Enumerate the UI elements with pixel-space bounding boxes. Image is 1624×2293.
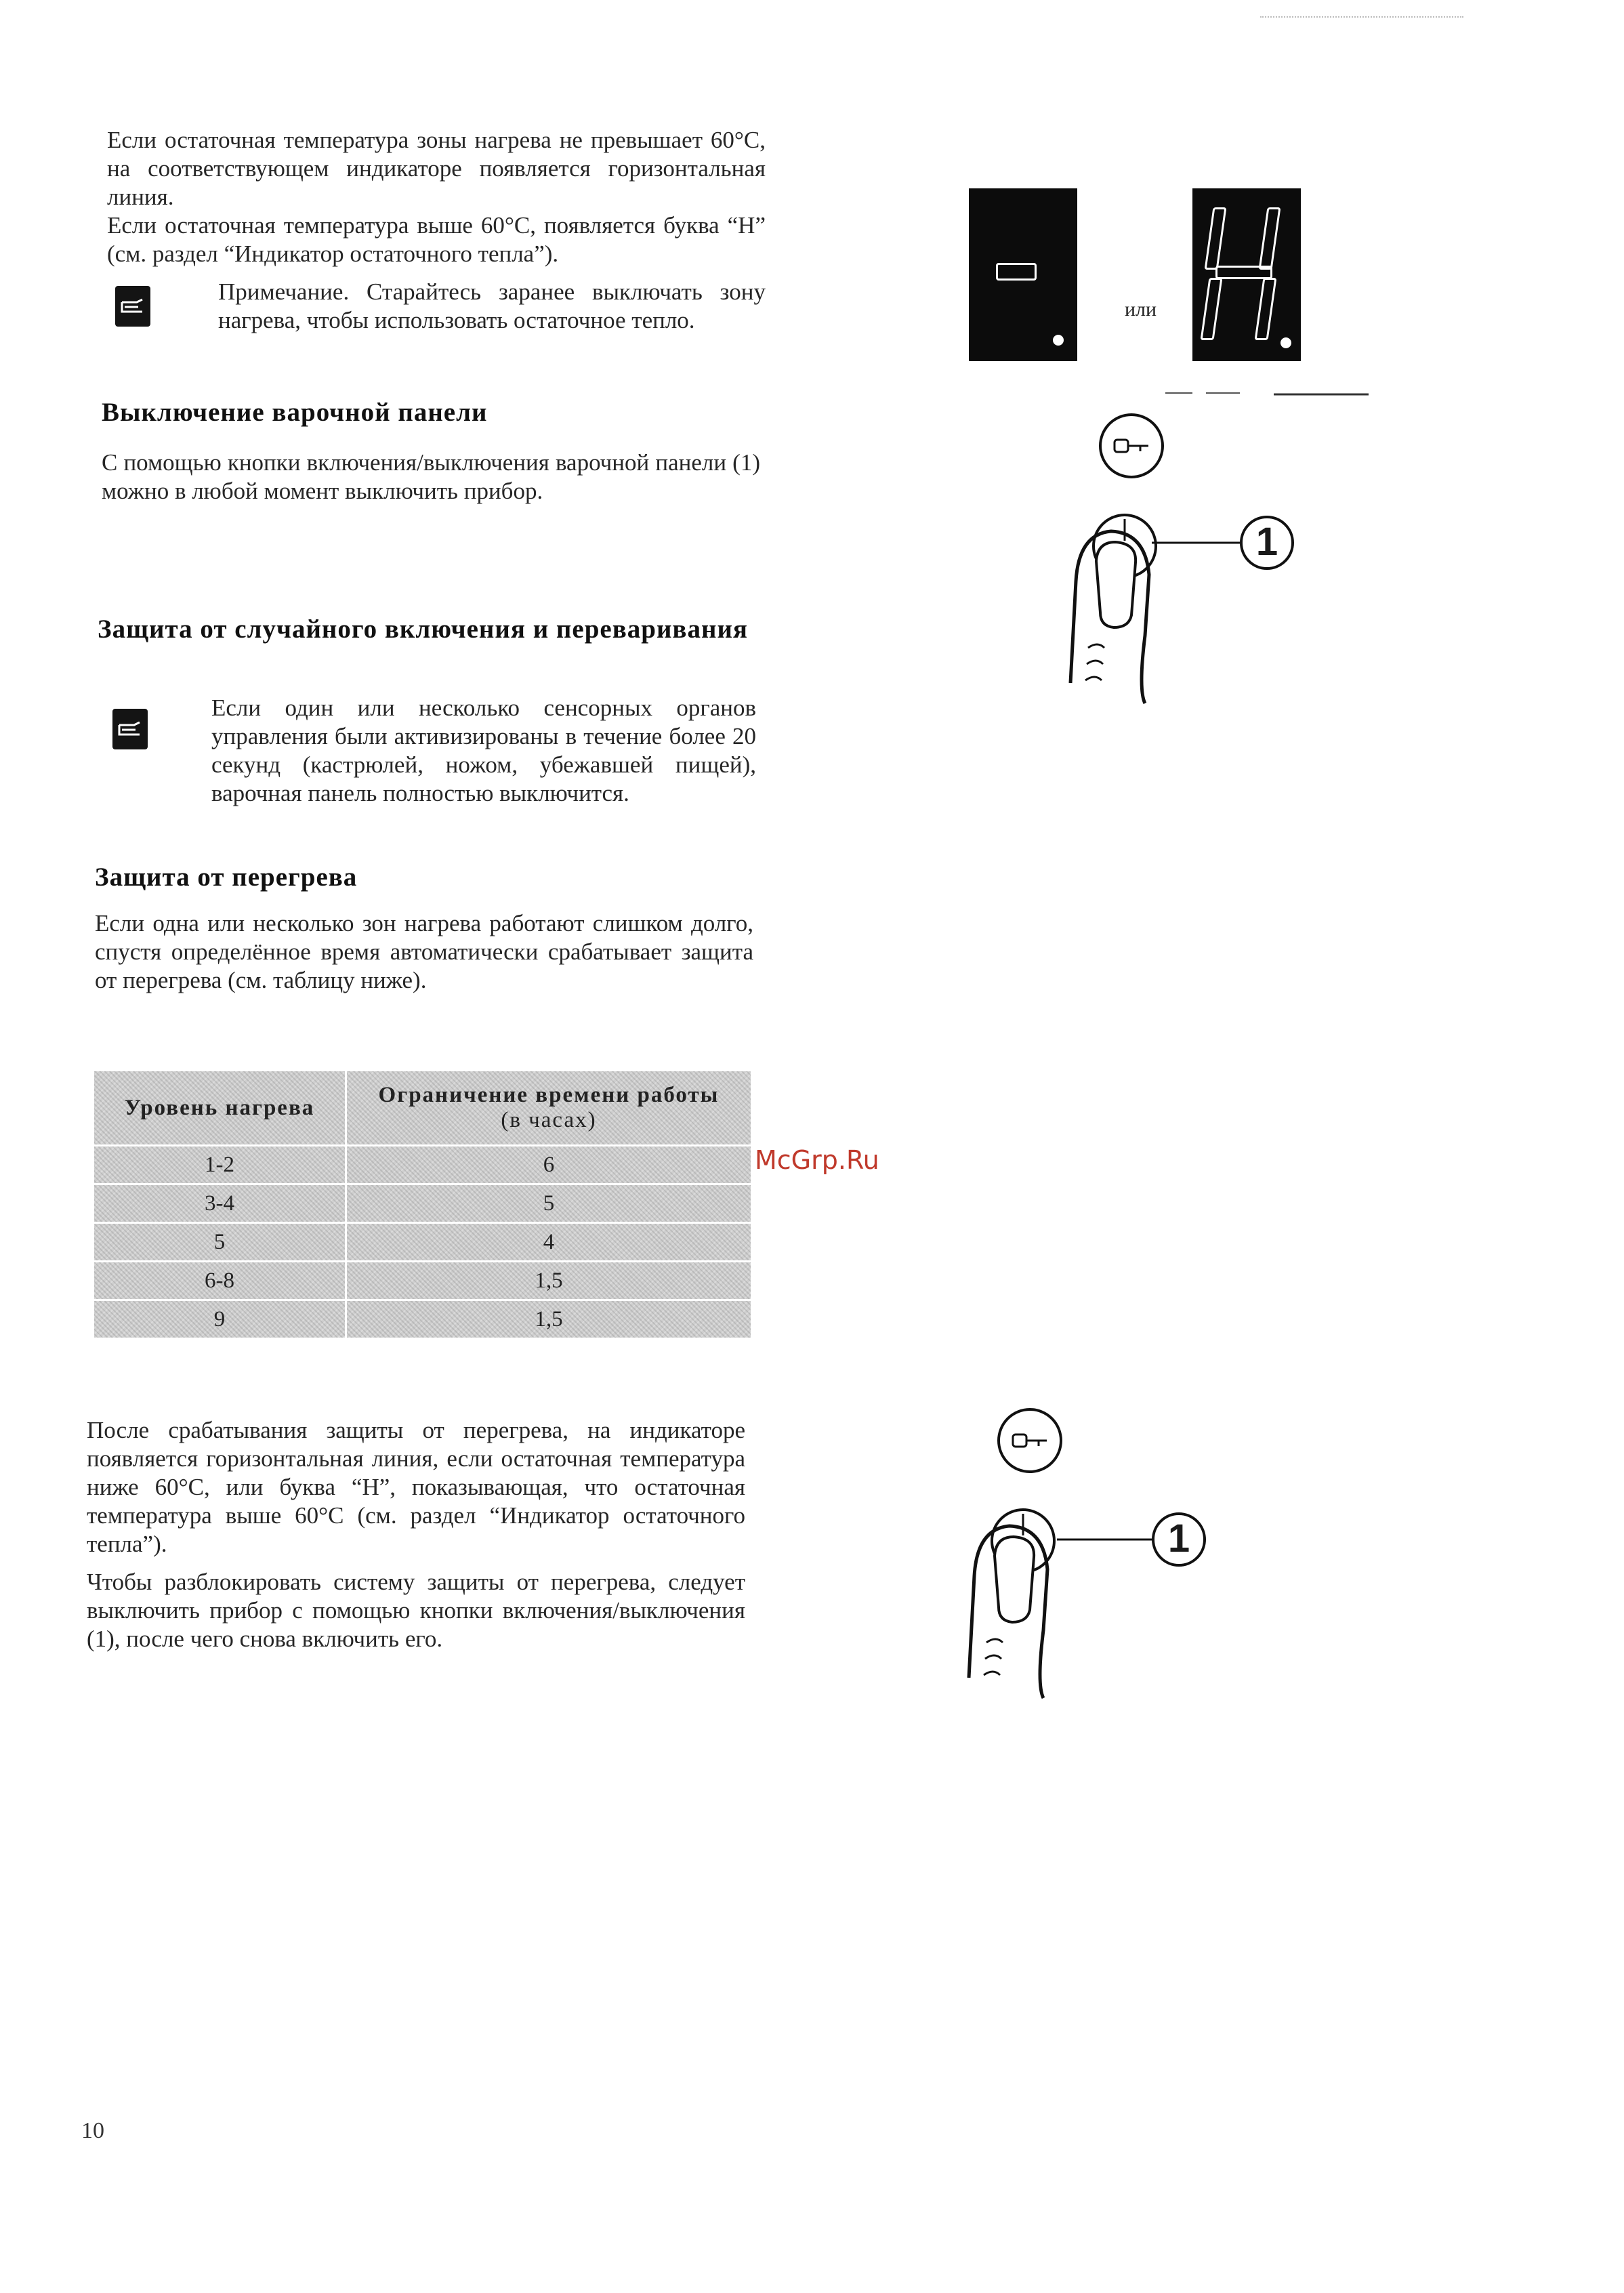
heading-switch-off: Выключение варочной панели	[102, 398, 488, 427]
table-cell-level: 5	[93, 1223, 346, 1262]
residual-heat-text	[107, 126, 766, 268]
after-overheat-para-2: Чтобы разблокировать систему защиты от перегрева, следует выключить прибор с помощью кнопки включения/выключения (1), после чего снова включить его.	[87, 1569, 745, 1652]
switch-off-text: С помощью кнопки включения/выключения варочной панели (1) можно в любой момент выключить прибор.	[102, 449, 760, 504]
segment-middle	[996, 263, 1037, 281]
pointing-hand-icon	[115, 286, 150, 327]
table-cell-level: 3-4	[93, 1184, 346, 1223]
segment-upper-left	[1205, 207, 1227, 270]
table-row	[93, 1146, 752, 1184]
table-row	[93, 1184, 752, 1223]
table-row	[93, 1262, 752, 1300]
separator-dashes	[1037, 386, 1375, 400]
after-overheat-para-1: После срабатывания защиты от перегрева, на индикаторе появляется горизонтальная линия, если остаточная температура ниже 60°C, или буква “H”, показывающая, что остаточная температура выше 60°C (см. раздел “Индикатор остаточного тепла”).	[87, 1417, 745, 1557]
table-cell-level: 6-8	[93, 1262, 346, 1300]
table-cell-hours: 5	[346, 1184, 752, 1223]
segment-middle	[1215, 266, 1272, 279]
table-header-limit-line1: Ограничение времени работы	[378, 1083, 720, 1107]
page-number: 10	[81, 2118, 104, 2143]
segment-dot	[1053, 335, 1064, 346]
table-cell-hours: 4	[346, 1223, 752, 1262]
table-cell-level: 9	[93, 1300, 346, 1339]
table-row	[93, 1300, 752, 1339]
residual-heat-para-2: Если остаточная температура выше 60°C, появляется буква “H” (см. раздел “Индикатор остаточного тепла”).	[107, 212, 766, 267]
after-overheat-text	[87, 1416, 745, 1653]
table-header-limit-line2: (в часах)	[501, 1108, 597, 1132]
table-cell-hours: 6	[346, 1146, 752, 1184]
overheat-text: Если одна или несколько зон нагрева работают слишком долго, спустя определённое время автоматически срабатывает защита от перегрева (см. таблицу ниже).	[95, 910, 753, 993]
display-dash	[969, 188, 1077, 361]
heading-accidental-protection: Защита от случайного включения и переваривания	[98, 615, 749, 644]
segment-dot	[1281, 337, 1291, 348]
table-header-limit	[346, 1071, 752, 1146]
segment-upper-right	[1259, 207, 1281, 270]
segment-lower-left	[1201, 278, 1223, 340]
display-h	[1192, 188, 1301, 361]
pointing-hand-icon	[112, 709, 148, 749]
callout-2-label: 1	[1167, 1516, 1190, 1561]
scan-artifact-line	[1260, 16, 1463, 20]
heading-overheat: Защита от перегрева	[95, 863, 358, 892]
segment-lower-right	[1255, 278, 1277, 340]
note-accidental-protection: Если один или несколько сенсорных органов управления были активизированы в течение более 20 секунд (кастрюлей, ножом, убежавшей пищей), варочная панель полностью выключится.	[211, 695, 756, 806]
note-residual-heat: Примечание. Старайтесь заранее выключать зону нагрева, чтобы использовать остаточное тепло.	[218, 278, 766, 333]
table-row	[93, 1223, 752, 1262]
table-header-level: Уровень нагрева	[93, 1071, 346, 1146]
callout-1-label: 1	[1255, 520, 1278, 564]
residual-heat-para-1: Если остаточная температура зоны нагрева не превышает 60°C, на соответствующем индикаторе появляется горизонтальная линия.	[107, 127, 766, 210]
table-cell-level: 1-2	[93, 1146, 346, 1184]
watermark: McGrp.Ru	[755, 1145, 879, 1175]
overheat-table	[92, 1069, 753, 1340]
table-header-row	[93, 1071, 752, 1146]
or-label: или	[1125, 298, 1157, 321]
table-cell-hours: 1,5	[346, 1262, 752, 1300]
table-cell-hours: 1,5	[346, 1300, 752, 1339]
